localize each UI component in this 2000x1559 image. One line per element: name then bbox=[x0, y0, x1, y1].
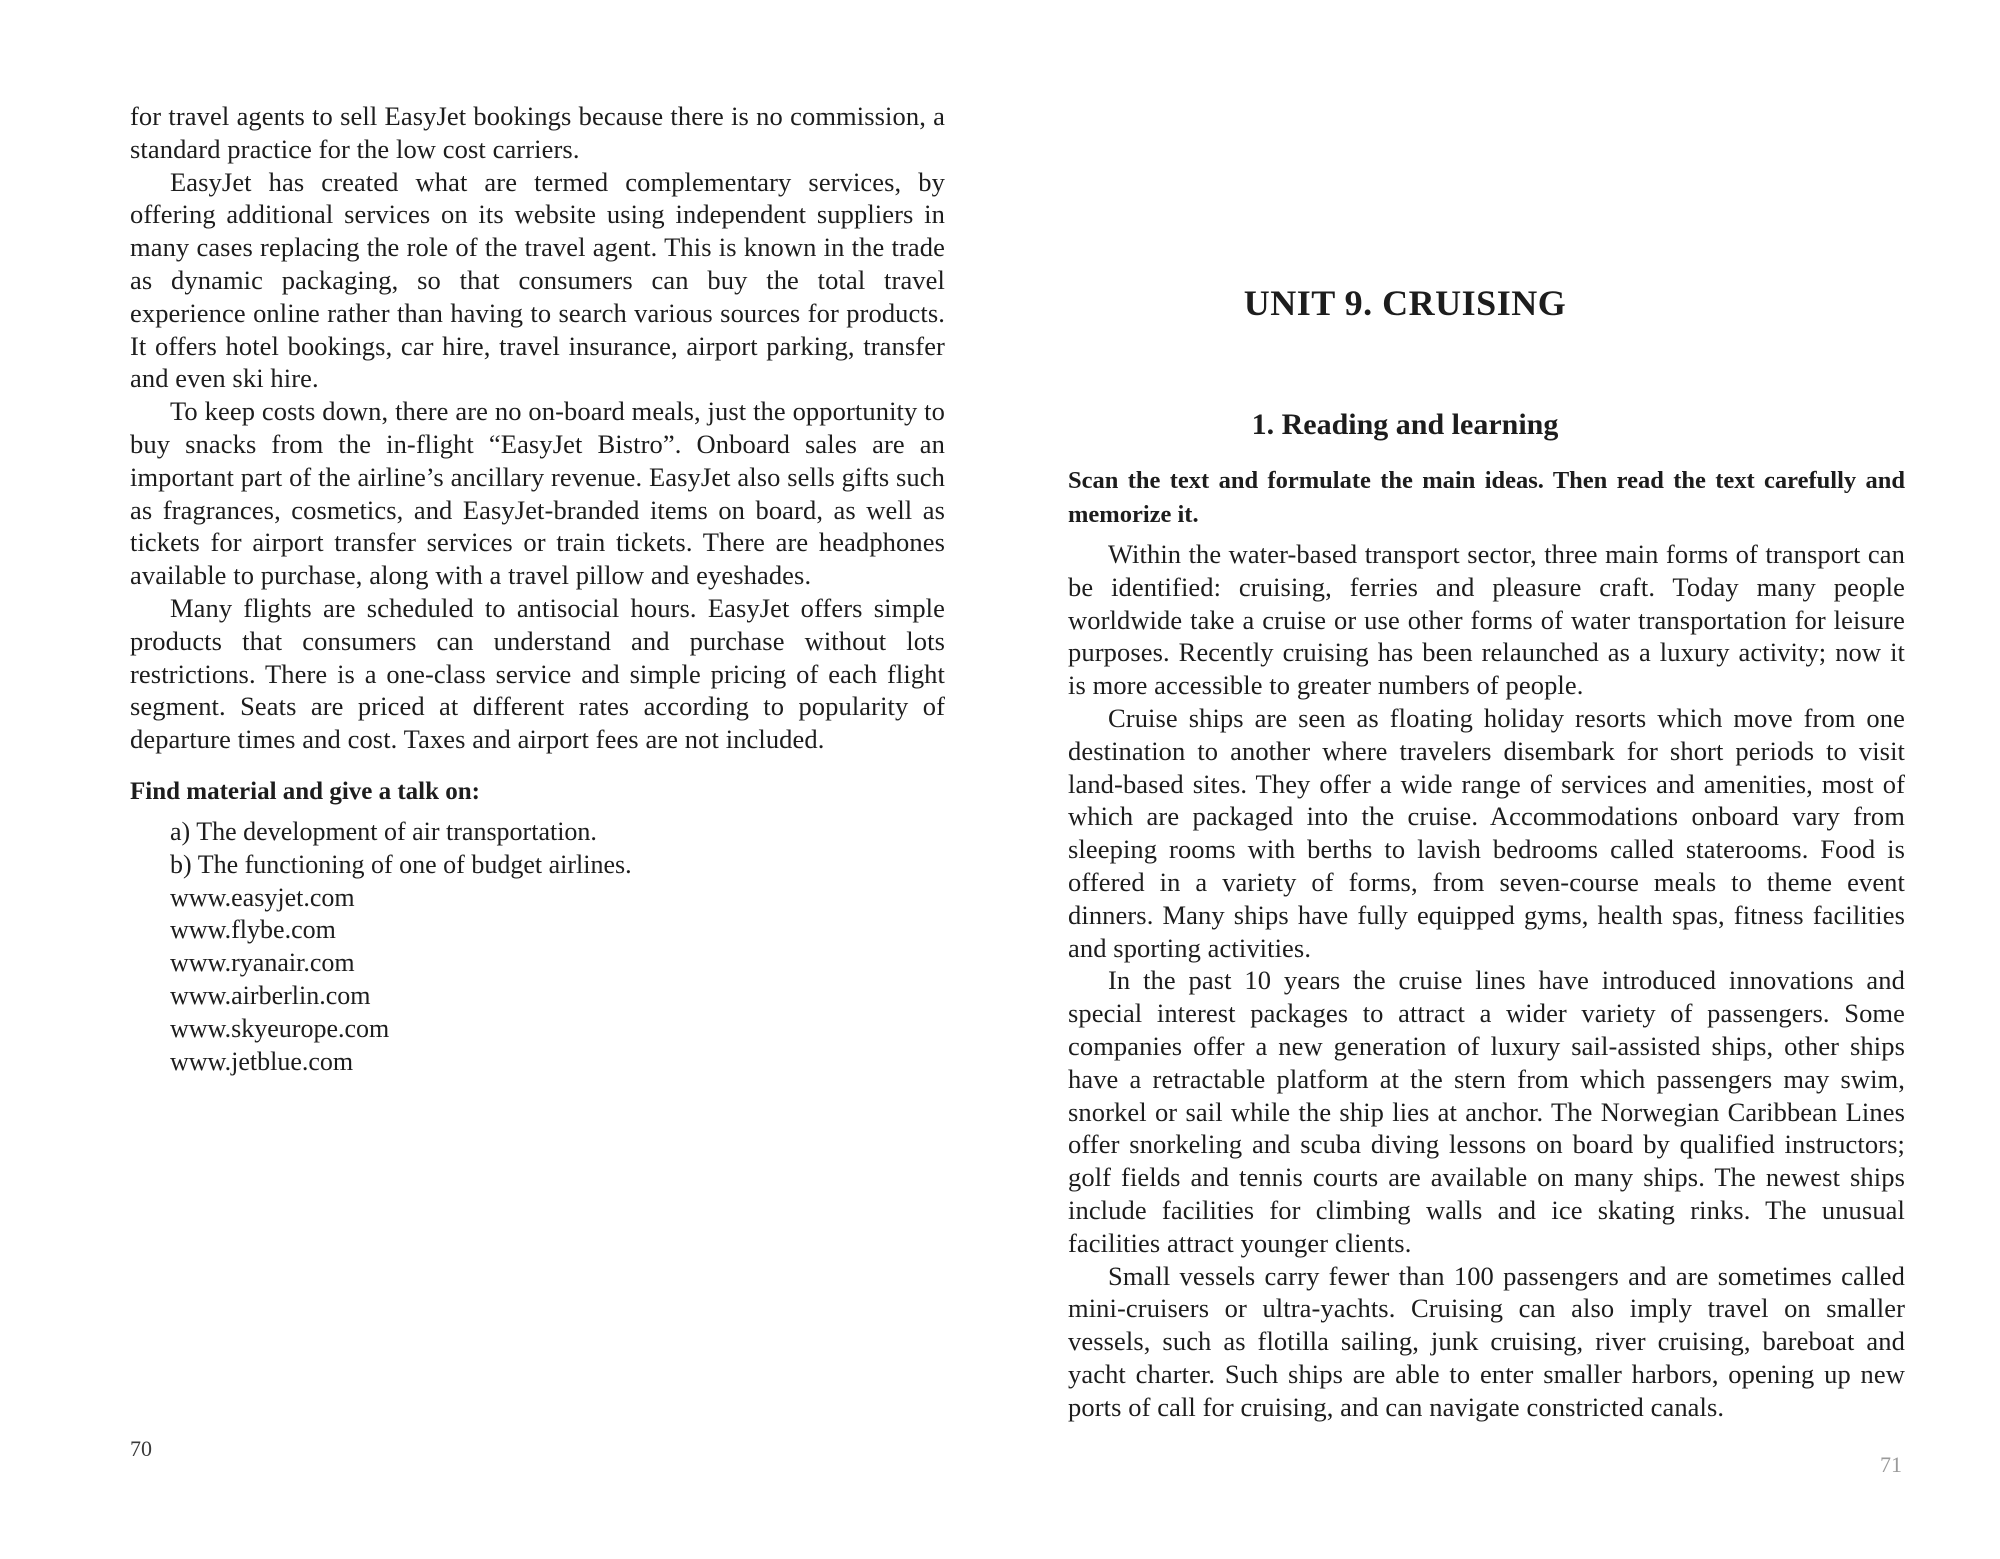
right-paragraph-2: Cruise ships are seen as floating holiday resorts which move from one destination to another where travelers disembark for short periods to visit land-based sites. They offer a wide range of services and amenities, most of which are packaged into the cruise. Accommodations onboard vary from sleeping rooms with berths to lavish bedrooms called staterooms. Food is offered in a variety of forms, from seven-course meals to theme event dinners. Many ships have fully equipped gyms, health spas, fitness facilities and sporting activities. bbox=[1068, 702, 1905, 963]
page-number-right: 71 bbox=[1880, 1452, 1902, 1477]
left-paragraph-1: for travel agents to sell EasyJet bookings because there is no commission, a standard practice for the low cost carriers. bbox=[130, 101, 945, 164]
link-easyjet: www.easyjet.com bbox=[170, 882, 355, 912]
left-paragraph-2: EasyJet has created what are termed complementary services, by offering additional services on its website using independent suppliers in many cases replacing the role of the travel agent. This is known in the trade as dynamic packaging, so that consumers can buy the total travel experience online rather than having to search various sources for products. It offers hotel bookings, car hire, travel insurance, airport parking, transfer and even ski hire. bbox=[130, 166, 945, 394]
right-page bbox=[1000, 0, 2000, 1559]
link-jetblue: www.jetblue.com bbox=[170, 1046, 354, 1076]
page-number-left: 70 bbox=[130, 1436, 152, 1461]
task-heading: Find material and give a talk on: bbox=[130, 778, 481, 805]
section-title: 1. Reading and learning bbox=[1251, 408, 1559, 441]
task-item-a: a) The development of air transportation. bbox=[170, 817, 597, 846]
unit-title: UNIT 9. CRUISING bbox=[1243, 283, 1567, 323]
left-paragraph-3: To keep costs down, there are no on-board meals, just the opportunity to buy snacks from the in-flight “EasyJet Bistro”. Onboard sales are an important part of the airline’s ancillary revenue. EasyJet also sells gifts such as fragrances, cosmetics, and EasyJet-branded items on board, as well as tickets for airport transfer services or train tickets. There are headphones available to purchase, along with a travel pillow and eyeshades. bbox=[130, 396, 945, 591]
left-paragraph-4: Many flights are scheduled to antisocial hours. EasyJet offers simple products that consumers can understand and purchase without lots restrictions. There is a one-class service and simple pricing of each flight segment. Seats are priced at different rates according to popularity of departure times and cost. Taxes and airport fees are not included. bbox=[130, 592, 945, 755]
right-body-text bbox=[1068, 538, 1905, 1424]
link-ryanair: www.ryanair.com bbox=[170, 948, 355, 978]
right-paragraph-1: Within the water-based transport sector, three main forms of transport can be identified: cruising, ferries and pleasure craft. Today many people worldwide take a cruise or use other forms of water transportation for leisure purposes. Recently cruising has been relaunched as a luxury activity; now it is more accessible to greater numbers of people. bbox=[1068, 539, 1905, 701]
instruction-text: Scan the text and formulate the main ideas. Then read the text carefully and memorize it. bbox=[1068, 467, 1905, 528]
left-body-text bbox=[130, 100, 945, 756]
right-paragraph-4: Small vessels carry fewer than 100 passengers and are sometimes called mini-cruisers or ultra-yachts. Cruising can also imply travel on smaller vessels, such as flotilla sailing, junk cruising, river cruising, bareboat and yacht charter. Such ships are able to enter smaller harbors, opening up new ports of call for cruising, and can navigate constricted canals. bbox=[1068, 1260, 1905, 1422]
link-flybe: www.flybe.com bbox=[170, 915, 336, 945]
task-list bbox=[170, 816, 870, 1078]
link-skyeurope: www.skyeurope.com bbox=[170, 1013, 390, 1043]
link-airberlin: www.airberlin.com bbox=[170, 980, 371, 1010]
right-paragraph-3: In the past 10 years the cruise lines have introduced innovations and special interest packages to attract a wider variety of passengers. Some companies offer a new generation of luxury sail-assisted ships, other ships have a retractable platform at the stern from which passengers may swim, snorkel or sail while the ship lies at anchor. The Norwegian Caribbean Lines offer snorkeling and scuba diving lessons on board by qualified instructors; golf fields and tennis courts are available on many ships. The newest ships include facilities for climbing walls and ice skating rinks. The unusual facilities attract younger clients. bbox=[1068, 965, 1905, 1258]
task-item-b: b) The functioning of one of budget airlines. bbox=[170, 849, 632, 879]
